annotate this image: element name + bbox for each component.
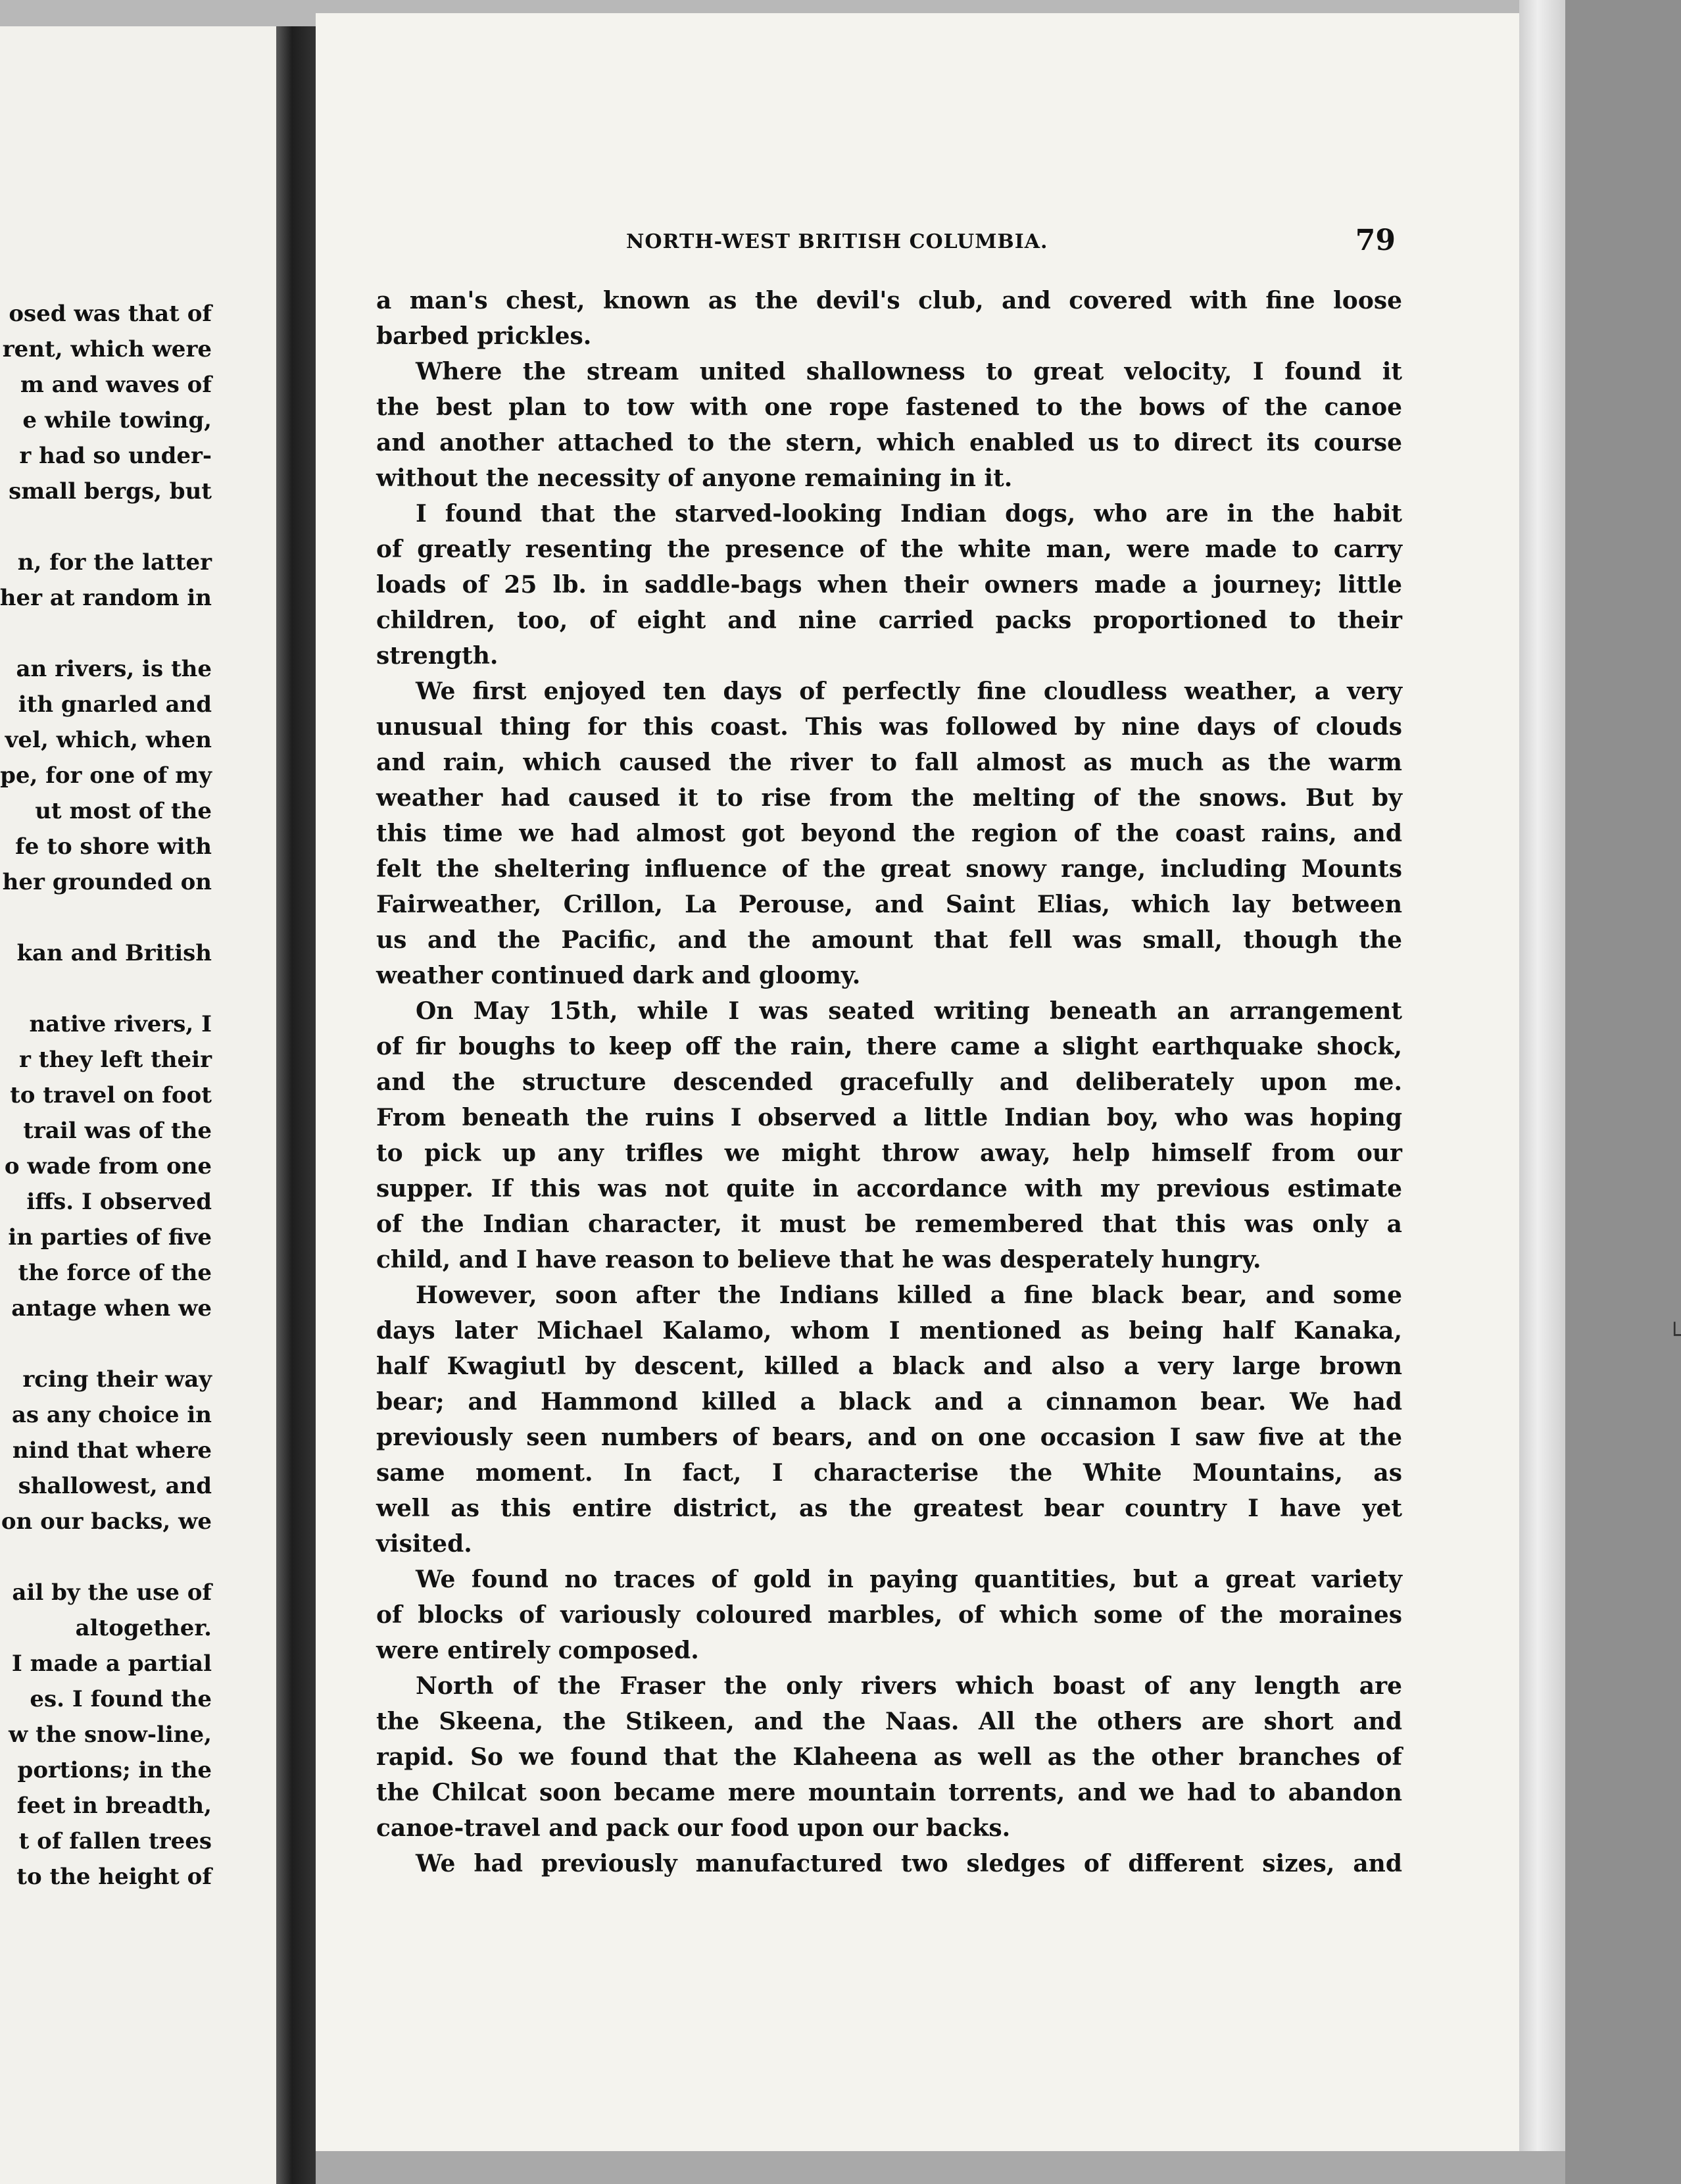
left-page-line: trail was of the [23,1118,212,1144]
left-page-line [0,509,212,545]
text-line: us and the Pacific, and the amount that fell was small, though the [376,926,1402,954]
text-line: bear; and Hammond killed a black and a cinnamon bear. We had [376,1388,1402,1416]
left-page-line: pe, for one of my [0,762,212,789]
page-edge [1519,0,1565,2184]
text-line: same moment. In fact, I characterise the White Mountains, as [376,1459,1402,1487]
left-page-line: nind that where [12,1437,212,1464]
text-line: of greatly resenting the presence of the white man, were made to carry [376,535,1402,563]
left-page-line: osed was that of [9,301,212,327]
left-page-line: vel, which, when [5,727,212,753]
text-line: From beneath the ruins I observed a little Indian boy, who was hoping [376,1104,1402,1131]
running-header [376,224,1402,263]
text-line: children, too, of eight and nine carried packs proportioned to their [376,607,1402,634]
left-page-line: antage when we [11,1295,212,1322]
left-page-line: ith gnarled and [18,691,212,718]
left-page-line: native rivers, I [29,1011,212,1037]
left-page-line: to travel on foot [10,1082,212,1108]
text-line: and another attached to the stern, which enabled us to direct its course [376,429,1402,457]
text-line: and rain, which caused the river to fall almost as much as the warm [376,749,1402,776]
text-line: well as this entire district, as the greatest bear country I have yet [376,1495,1402,1522]
left-page-line: rent, which were [2,336,212,362]
text-line: canoe-travel and pack our food upon our backs. [376,1814,1011,1842]
text-line: visited. [376,1530,472,1558]
left-page-line: shallowest, and [18,1473,212,1499]
text-line: a man's chest, known as the devil's club, and covered with fine loose [376,287,1402,314]
left-page-line [0,1539,212,1575]
margin-tick-mark: └ [1668,1322,1681,1349]
text-line: North of the Fraser the only rivers which boast of any length are [416,1672,1402,1700]
text-line: I found that the starved-looking Indian dogs, who are in the habit [416,500,1402,528]
left-page-line: the force of the [18,1260,212,1286]
text-line: to pick up any trifles we might throw away, help himself from our [376,1139,1402,1167]
text-line: half Kwagiutl by descent, killed a black and also a very large brown [376,1353,1402,1380]
text-line: supper. If this was not quite in accordance with my previous estimate [376,1175,1402,1203]
left-page-line: as any choice in [11,1402,212,1428]
text-line: We found no traces of gold in paying quantities, but a great variety [416,1566,1402,1593]
left-page-line: in parties of five [8,1224,212,1251]
text-line: Where the stream united shallowness to great velocity, I found it [416,358,1402,385]
left-page-line: kan and British [16,940,212,966]
text-line: We had previously manufactured two sledges of different sizes, and [416,1850,1402,1877]
left-page-line: ut most of the [35,798,212,824]
page-number: 79 [1355,224,1396,257]
text-line: of blocks of variously coloured marbles, of which some of the moraines [376,1601,1402,1629]
left-page-line: feet in breadth, [16,1793,212,1819]
left-page [0,26,276,2184]
left-page-line: r had so under- [19,443,212,469]
text-line: the Skeena, the Stikeen, and the Naas. All the others are short and [376,1708,1402,1735]
text-line: of the Indian character, it must be remembered that this was only a [376,1210,1402,1238]
left-page-line: on our backs, we [1,1508,212,1535]
left-page-line: fe to shore with [15,833,212,860]
scan-bottom-band [316,2151,1565,2184]
text-line: Fairweather, Crillon, La Perouse, and Saint Elias, which lay between [376,891,1402,918]
left-page-line: to the height of [16,1864,212,1890]
left-page-line: r they left their [18,1047,212,1073]
text-line: weather had caused it to rise from the melting of the snows. But by [376,784,1402,812]
text-line: days later Michael Kalamo, whom I mentioned as being half Kanaka, [376,1317,1402,1345]
text-line: felt the sheltering influence of the great snowy range, including Mounts [376,855,1402,883]
left-page-line: iffs. I observed [26,1189,212,1215]
left-page-line [0,616,212,651]
text-line: rapid. So we found that the Klaheena as well as the other branches of [376,1743,1402,1771]
left-page-line: w the snow-line, [9,1722,212,1748]
text-line: the best plan to tow with one rope fastened to the bows of the canoe [376,393,1402,421]
left-page-line: es. I found the [30,1686,212,1712]
text-line: previously seen numbers of bears, and on one occasion I saw five at the [376,1424,1402,1451]
text-line: the Chilcat soon became mere mountain torrents, and we had to abandon [376,1779,1402,1806]
text-line: child, and I have reason to believe that he was desperately hungry. [376,1246,1261,1274]
text-line: On May 15th, while I was seated writing beneath an arrangement [416,997,1402,1025]
left-page-line: her at random in [0,585,212,611]
left-page-line: portions; in the [17,1757,212,1783]
left-page-line: o wade from one [4,1153,212,1179]
text-line: barbed prickles. [376,322,592,350]
left-page-line: an rivers, is the [16,656,212,682]
left-page-line: her grounded on [2,869,212,895]
text-line: strength. [376,642,499,670]
left-page-line: altogether. [75,1615,212,1641]
left-page-line: n, for the latter [17,549,212,576]
text-line: We first enjoyed ten days of perfectly fine cloudless weather, a very [416,678,1402,705]
left-page-line [0,1326,212,1362]
left-page-line: I made a partial [11,1650,212,1677]
left-page-line [0,971,212,1006]
left-page-line: m and waves of [20,372,212,398]
left-page-line: ail by the use of [12,1579,212,1606]
left-page-line: small bergs, but [9,478,212,505]
left-page-line: rcing their way [22,1366,212,1393]
text-line: weather continued dark and gloomy. [376,962,861,989]
text-line: However, soon after the Indians killed a fine black bear, and some [416,1281,1402,1309]
left-page-text [0,296,212,1895]
text-line: of fir boughs to keep off the rain, there came a slight earthquake shock, [376,1033,1402,1060]
text-line: and the structure descended gracefully and deliberately upon me. [376,1068,1402,1096]
book-gutter [276,26,316,2184]
text-line: without the necessity of anyone remaining in it. [376,464,1013,492]
text-line: loads of 25 lb. in saddle-bags when their owners made a journey; little [376,571,1402,599]
left-page-line: t of fallen trees [18,1828,212,1854]
left-page-line: e while towing, [22,407,212,434]
text-line: were entirely composed. [376,1637,699,1664]
right-page [316,13,1681,2151]
left-page-line [0,900,212,935]
text-line: this time we had almost got beyond the region of the coast rains, and [376,820,1402,847]
body-text [376,283,1402,1881]
running-title: NORTH-WEST BRITISH COLUMBIA. [626,230,1048,253]
text-line: unusual thing for this coast. This was followed by nine days of clouds [376,713,1402,741]
